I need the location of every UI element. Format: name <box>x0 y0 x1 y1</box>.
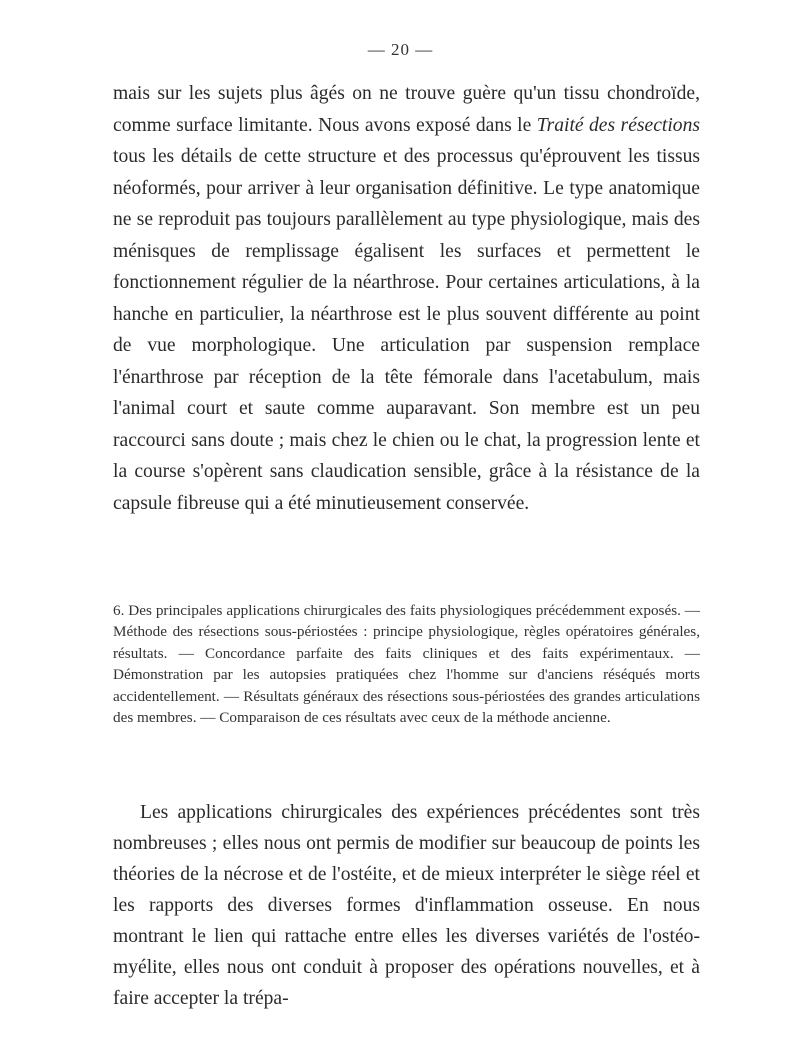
page-number: — 20 — <box>367 40 434 59</box>
paragraph-1-text-start: mais sur les sujets plus âgés on ne trouve guère qu'un tissu chondroïde, comme surface limitante. Nous avons exposé dans le <box>113 83 700 136</box>
section-summary-text: Des principales applications chirurgicales des faits physiologiques précédemment exposés. — Méthode des résections sous-périostées : principe physiologique, règles opératoires générales, résultats. — Concordance parfaite des faits cliniques et des faits expérimentaux. — Démonstration par les autopsies pratiquées chez l'homme sur d'anciens réséqués morts accidentellement. — Résultats généraux des résections sous-périostées des grandes articulations des membres. — Comparaison de ces résultats avec ceux de la méthode ancienne. <box>113 602 700 727</box>
section-summary <box>113 600 700 728</box>
section-number: 6. <box>113 602 125 619</box>
paragraph-1-text-end: tous les détails de cette structure et des processus qu'éprouvent les tissus néoformés, pour arriver à leur organisation définitive. Le type anatomique ne se reproduit pas toujours parallèlement au type physiologique, mais des ménisques de remplissage égalisent les surfaces et permettent le fonctionnement régulier de la néarthrose. Pour certaines articulations, à la hanche en particulier, la néarthrose est le plus souvent différente au point de vue morphologique. Une articulation par suspension remplace l'énarthrose par réception de la tête fémorale dans l'acetabulum, mais l'animal court et saute comme auparavant. Son membre est un peu raccourci sans doute ; mais chez le chien ou le chat, la progression lente et la course s'opèrent sans claudication sensible, grâce à la résistance de la capsule fibreuse qui a été minutieusement conservée. <box>113 146 700 514</box>
book-title-italic: Traité des résections <box>536 114 701 136</box>
body-paragraph-2: Les applications chirurgicales des expériences précédentes sont très nombreuses ; elles nous ont permis de modifier sur beaucoup de points les théories de la nécrose et de l'ostéite, et de mieux interpréter le siège réel et les rapports des diverses formes d'inflammation osseuse. En nous montrant le lien qui rattache entre elles les diverses variétés de l'ostéo-myélite, elles nous ont conduit à proposer des opérations nouvelles, et à faire accepter la trépa- <box>113 802 700 1009</box>
body-paragraph-1 <box>113 78 700 519</box>
